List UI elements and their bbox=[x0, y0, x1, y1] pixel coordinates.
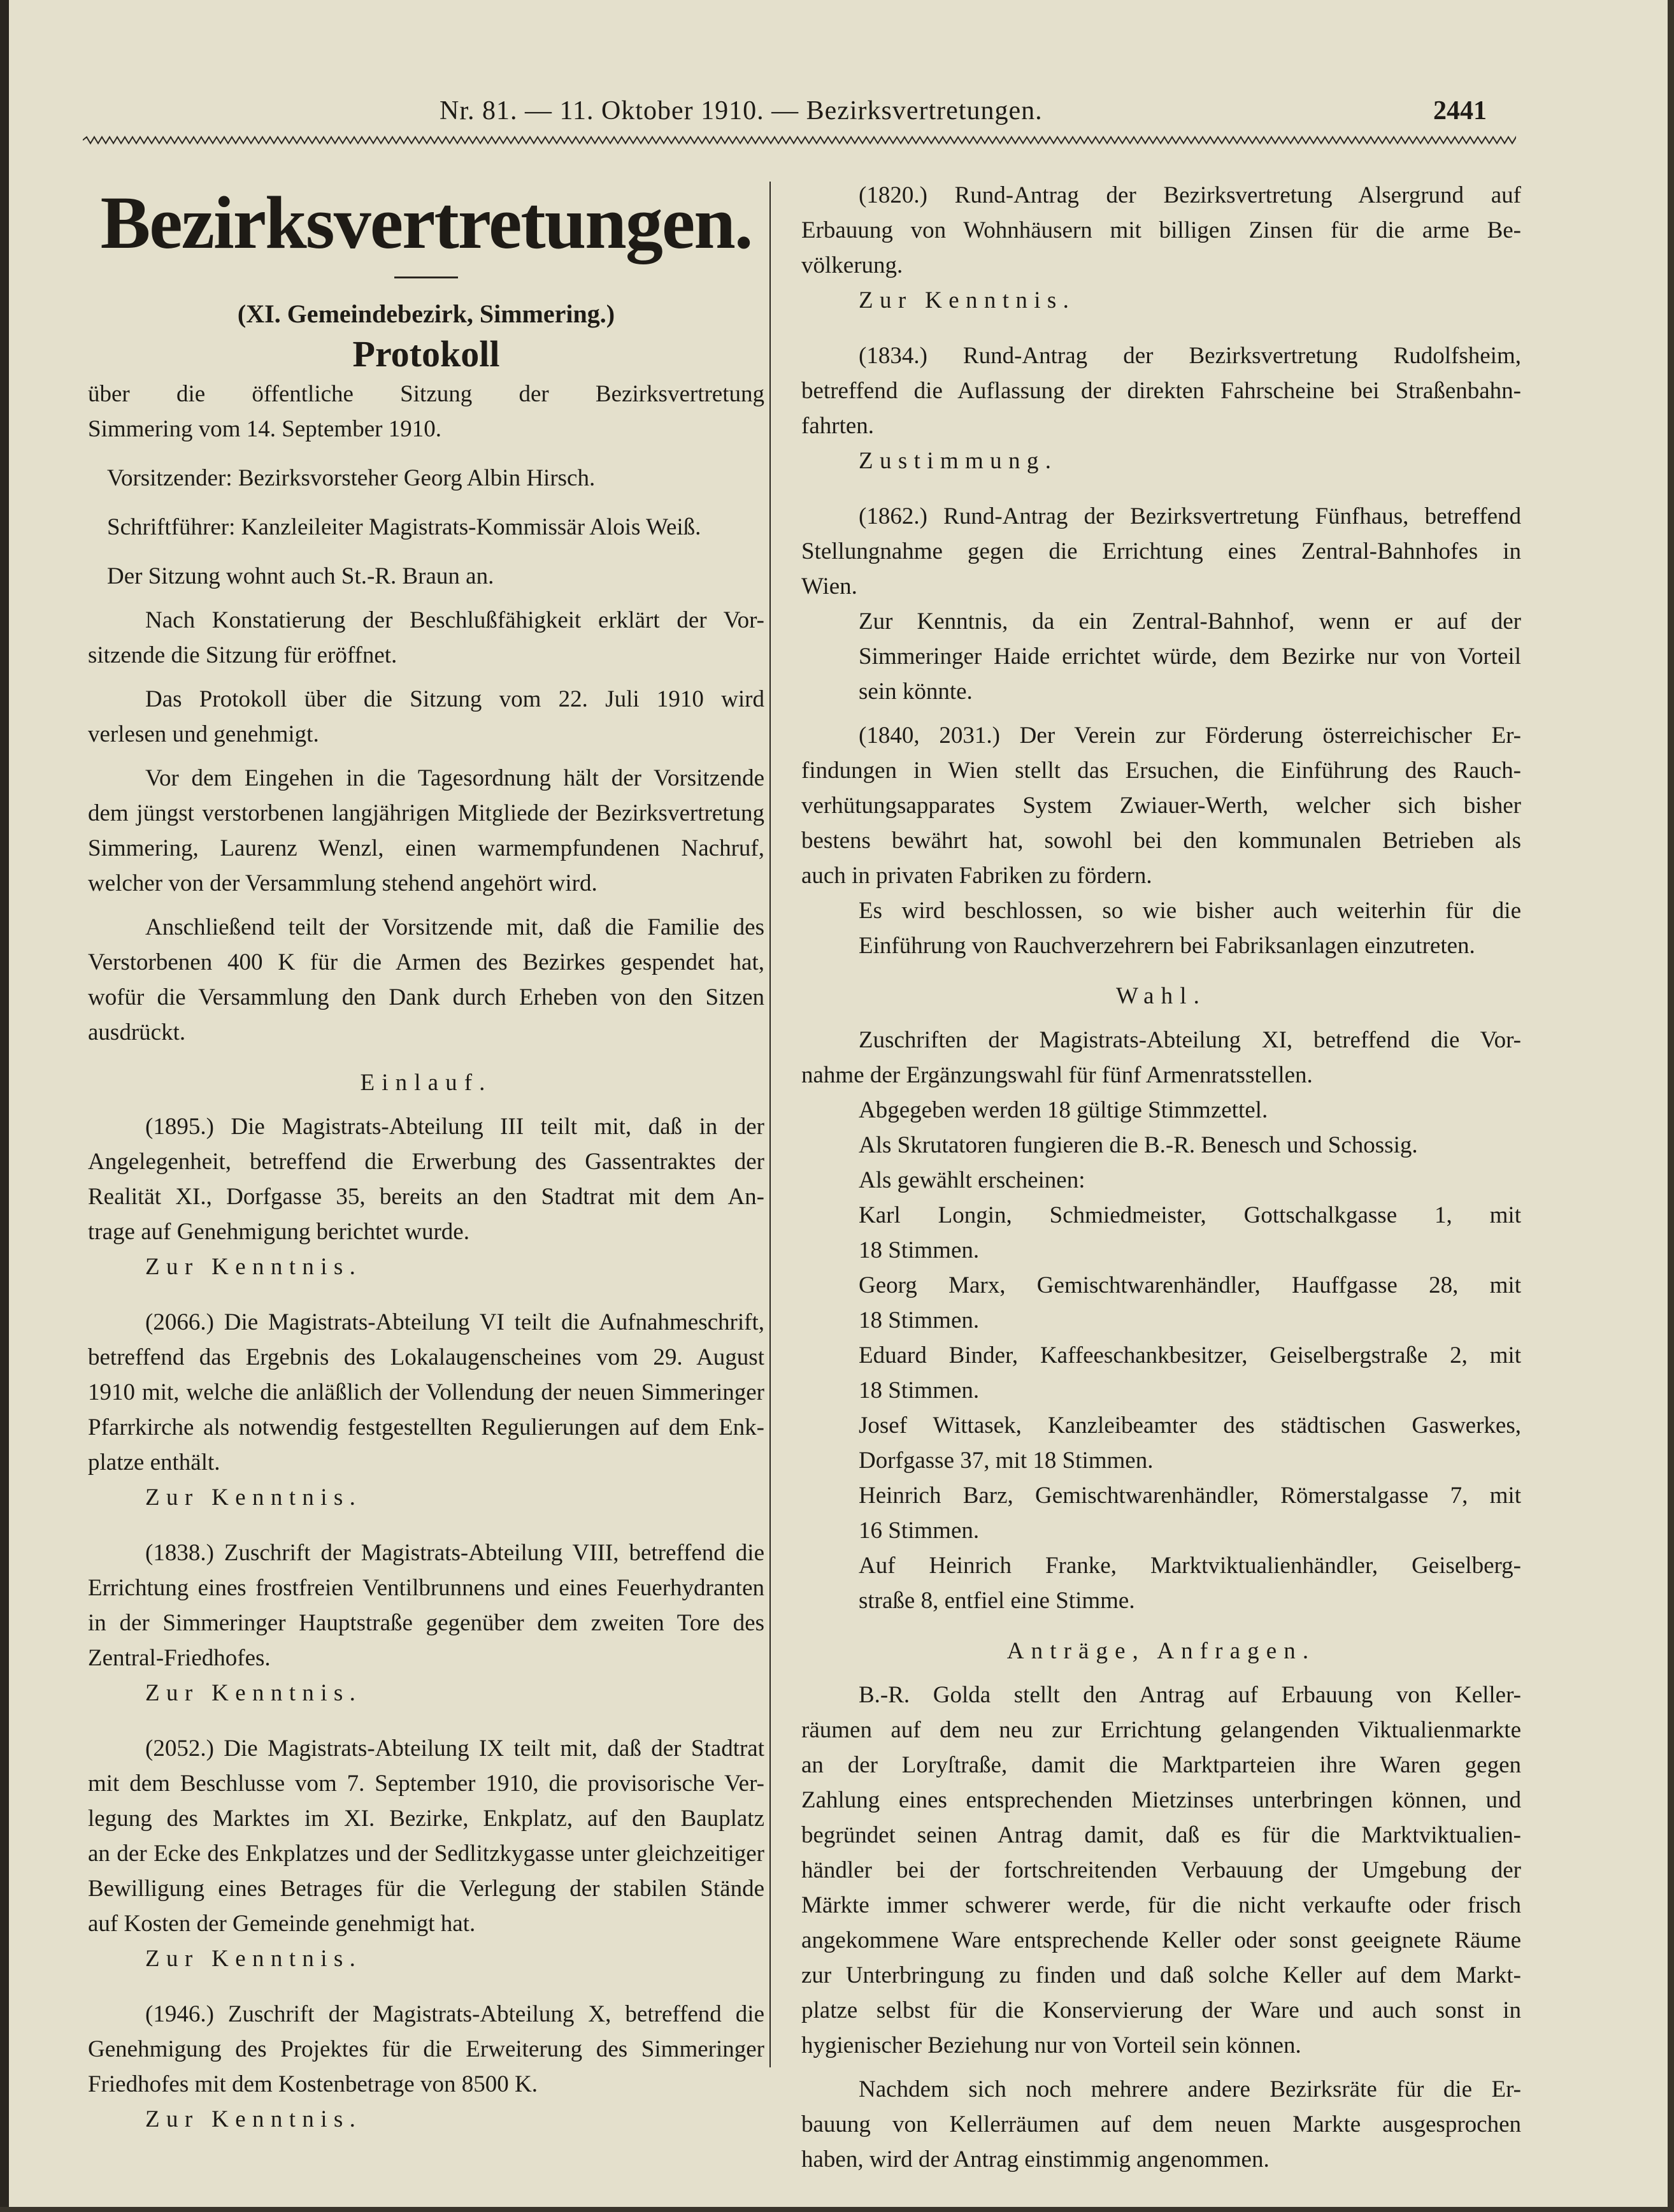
text-line: Josef Wittasek, Kanzleibeamter des städtischen Gaswerkes, bbox=[859, 1412, 1521, 1439]
text-line: Simmering vom 14. September 1910. bbox=[88, 416, 441, 442]
paragraph bbox=[88, 761, 764, 901]
paragraph bbox=[801, 604, 1521, 709]
text-line: auch in privaten Fabriken zu fördern. bbox=[801, 863, 1152, 889]
decision-note bbox=[801, 283, 1521, 318]
paragraph bbox=[801, 1198, 1521, 1268]
text-line: 18 Stimmen. bbox=[859, 1307, 980, 1333]
paragraph bbox=[88, 510, 764, 545]
text-line: ausdrückt. bbox=[88, 1019, 186, 1045]
paragraph bbox=[801, 1478, 1521, 1548]
text-line: nahme der Ergänzungswahl für fünf Armenratsstellen. bbox=[801, 1062, 1313, 1088]
text-line: bauung von Kellerräumen auf dem neuen Markte ausgesprochen bbox=[801, 2111, 1521, 2137]
text-line: platze selbst für die Konservierung der Ware und auch sonst in bbox=[801, 1997, 1521, 2023]
text-line: betreffend die Auflassung der direkten Fahrscheine bei Straßenbahn- bbox=[801, 378, 1521, 404]
text-line: Wahl. bbox=[1116, 983, 1206, 1009]
text-line: betreffend das Ergebnis des Lokalaugenscheines vom 29. August bbox=[88, 1344, 764, 1370]
text-line: Zuschriften der Magistrats-Abteilung XI, betreffend die Vor- bbox=[859, 1027, 1521, 1053]
text-line: Karl Longin, Schmiedmeister, Gottschalkgasse 1, mit bbox=[859, 1202, 1521, 1228]
paragraph bbox=[801, 1163, 1521, 1198]
decision-note bbox=[88, 1676, 764, 1711]
text-line: trage auf Genehmigung berichtet wurde. bbox=[88, 1219, 469, 1245]
text-line: (1946.) Zuschrift der Magistrats-Abteilung X, betreffend die bbox=[145, 2001, 764, 2027]
paragraph bbox=[88, 1731, 764, 1941]
section-heading bbox=[88, 1065, 764, 1100]
text-line: Angelegenheit, betreffend die Erwerbung des Gassentraktes der bbox=[88, 1149, 764, 1175]
text-line: bestens bewährt hat, sowohl bei den kommunalen Betrieben als bbox=[801, 828, 1521, 854]
text-line: Dorfgasse 37, mit 18 Stimmen. bbox=[859, 1447, 1154, 1474]
text-line: Zentral-Friedhofes. bbox=[88, 1645, 271, 1671]
text-line: Zur Kenntnis. bbox=[145, 2106, 362, 2132]
text-line: (1820.) Rund-Antrag der Bezirksvertretung Alsergrund auf bbox=[859, 182, 1521, 208]
text-line: Genehmigung des Projektes für die Erweiterung des Simmeringer bbox=[88, 2036, 764, 2062]
paragraph bbox=[88, 603, 764, 673]
text-line: Auf Heinrich Franke, Marktviktualienhändler, Geiselberg- bbox=[859, 1553, 1521, 1579]
paragraph bbox=[88, 1535, 764, 1676]
text-line: räumen auf dem neu zur Errichtung gelangenden Viktualienmarkte bbox=[801, 1717, 1521, 1743]
paragraph bbox=[801, 338, 1521, 443]
page-number: 2441 bbox=[1433, 96, 1487, 126]
text-line: wofür die Versammlung den Dank durch Erheben von den Sitzen bbox=[88, 984, 764, 1010]
text-line: Zur Kenntnis. bbox=[145, 1680, 362, 1706]
paragraph bbox=[801, 499, 1521, 604]
text-line: fahrten. bbox=[801, 413, 875, 439]
text-line: findungen in Wien stellt das Ersuchen, die Einführung des Rauch- bbox=[801, 758, 1521, 784]
text-line: (2052.) Die Magistrats-Abteilung IX teilt mit, daß der Stadtrat bbox=[145, 1735, 764, 1762]
right-column bbox=[801, 169, 1521, 2177]
scan-edge-right bbox=[1668, 0, 1674, 2212]
text-line: zur Unterbringung zu finden und daß solche Keller auf dem Markt- bbox=[801, 1962, 1521, 1988]
text-line: Realität XI., Dorfgasse 35, bereits an den Stadtrat mit dem An- bbox=[88, 1184, 764, 1210]
text-line: mit dem Beschlusse vom 7. September 1910, die provisorische Ver- bbox=[88, 1770, 764, 1797]
paragraph bbox=[88, 910, 764, 1050]
title-rule bbox=[394, 276, 458, 278]
scan-edge-left bbox=[0, 0, 9, 2212]
text-line: völkerung. bbox=[801, 252, 903, 278]
text-line: (2066.) Die Magistrats-Abteilung VI teilt die Aufnahmeschrift, bbox=[145, 1309, 764, 1335]
text-line: Friedhofes mit dem Kostenbetrage von 8500 K. bbox=[88, 2071, 538, 2097]
right-body bbox=[801, 178, 1521, 2177]
text-line: Zur Kenntnis. bbox=[145, 1254, 362, 1280]
text-line: platze enthält. bbox=[88, 1449, 220, 1476]
text-line: Anträge, Anfragen. bbox=[1006, 1638, 1316, 1664]
protocol-heading: Protokoll bbox=[352, 333, 500, 375]
text-line: Als Skrutatoren fungieren die B.-R. Benesch und Schossig. bbox=[859, 1132, 1418, 1158]
text-line: Zur Kenntnis, da ein Zentral-Bahnhof, wenn er auf der bbox=[859, 608, 1521, 635]
decision-note bbox=[88, 2102, 764, 2137]
text-line: in der Simmeringer Hauptstraße gegenüber dem zweiten Tore des bbox=[88, 1610, 764, 1636]
running-header: Nr. 81. — 11. Oktober 1910. — Bezirksvertretungen. bbox=[440, 96, 1043, 126]
decision-note bbox=[801, 443, 1521, 478]
paragraph bbox=[801, 1408, 1521, 1478]
section-heading bbox=[801, 1634, 1521, 1669]
text-line: Nach Konstatierung der Beschlußfähigkeit erklärt der Vor- bbox=[145, 607, 764, 633]
text-line: Pfarrkirche als notwendig festgestellten Regulierungen auf dem Enk- bbox=[88, 1414, 764, 1440]
text-line: sein könnte. bbox=[859, 679, 973, 705]
text-line: Stellungnahme gegen die Errichtung eines Zentral-Bahnhofes in bbox=[801, 538, 1521, 564]
text-line: hygienischer Beziehung nur von Vorteil sein können. bbox=[801, 2032, 1301, 2058]
text-line: Einführung von Rauchverzehrern bei Fabriksanlagen einzutreten. bbox=[859, 933, 1475, 959]
paragraph bbox=[88, 559, 764, 594]
text-line: händler bei der fortschreitenden Verbauung der Umgebung der bbox=[801, 1857, 1521, 1883]
text-line: angekommene Ware entsprechende Keller oder sonst geeignete Räume bbox=[801, 1927, 1521, 1953]
text-line: sitzende die Sitzung für eröffnet. bbox=[88, 642, 397, 668]
text-line: Märkte immer schwerer werde, für die nicht verkaufte oder frisch bbox=[801, 1892, 1521, 1918]
text-line: straße 8, entfiel eine Stimme. bbox=[859, 1588, 1135, 1614]
paragraph bbox=[88, 1997, 764, 2102]
text-line: dem jüngst verstorbenen langjährigen Mitgliede der Bezirksvertretung bbox=[88, 800, 764, 826]
text-line: 16 Stimmen. bbox=[859, 1518, 980, 1544]
text-line: Das Protokoll über die Sitzung vom 22. Juli 1910 wird bbox=[145, 686, 764, 712]
paragraph bbox=[88, 682, 764, 752]
text-line: Bewilligung eines Betrages für die Verlegung der stabilen Stände bbox=[88, 1876, 764, 1902]
text-line: haben, wird der Antrag einstimmig angenommen. bbox=[801, 2146, 1270, 2172]
text-line: Errichtung eines frostfreien Ventilbrunnens und eines Feuerhydranten bbox=[88, 1575, 764, 1601]
text-line: Simmering, Laurenz Wenzl, einen warmempfundenen Nachruf, bbox=[88, 835, 764, 861]
text-line: Der Sitzung wohnt auch St.-R. Braun an. bbox=[107, 563, 494, 589]
text-line: (1840, 2031.) Der Verein zur Förderung österreichischer Er- bbox=[859, 722, 1521, 749]
decision-note bbox=[88, 1249, 764, 1284]
text-line: an der Ecke des Enkplatzes und der Sedlitzkygasse unter gleichzeitiger bbox=[88, 1841, 764, 1867]
text-line: Zustimmung. bbox=[859, 448, 1058, 474]
text-line: Schriftführer: Kanzleileiter Magistrats-Kommissär Alois Weiß. bbox=[107, 514, 701, 540]
paragraph bbox=[801, 718, 1521, 893]
text-line: über die öffentliche Sitzung der Bezirksvertretung bbox=[88, 381, 764, 407]
text-line: Nachdem sich noch mehrere andere Bezirksräte für die Er- bbox=[859, 2076, 1521, 2102]
paragraph bbox=[801, 1548, 1521, 1618]
text-line: Zur Kenntnis. bbox=[145, 1484, 362, 1511]
text-line: Einlauf. bbox=[360, 1070, 492, 1096]
text-line: B.-R. Golda stellt den Antrag auf Erbauung von Keller- bbox=[859, 1682, 1521, 1708]
text-line: Georg Marx, Gemischtwarenhändler, Hauffgasse 28, mit bbox=[859, 1272, 1521, 1298]
decision-note bbox=[88, 1941, 764, 1976]
text-line: Zur Kenntnis. bbox=[859, 287, 1076, 313]
paragraph bbox=[88, 1109, 764, 1249]
text-line: Vorsitzender: Bezirksvorsteher Georg Albin Hirsch. bbox=[107, 465, 596, 491]
paragraph bbox=[801, 1338, 1521, 1408]
left-body bbox=[88, 377, 764, 2137]
text-line: begründet seinen Antrag damit, daß es für die Marktviktualien- bbox=[801, 1822, 1521, 1848]
paragraph bbox=[801, 893, 1521, 963]
paragraph bbox=[801, 2072, 1521, 2177]
text-line: Verstorbenen 400 K für die Armen des Bezirkes gespendet hat, bbox=[88, 949, 764, 975]
text-line: welcher von der Versammlung stehend angehört wird. bbox=[88, 870, 597, 896]
text-line: an der Loryſtraße, damit die Marktparteien ihre Waren gegen bbox=[801, 1752, 1521, 1778]
district-subtitle: (XI. Gemeindebezirk, Simmering.) bbox=[237, 299, 615, 328]
text-line: Vor dem Eingehen in die Tagesordnung hält der Vorsitzende bbox=[145, 765, 764, 791]
scan-edge-bottom bbox=[0, 2207, 1674, 2212]
text-line: Als gewählt erscheinen: bbox=[859, 1167, 1085, 1193]
text-line: 18 Stimmen. bbox=[859, 1237, 980, 1263]
text-line: Simmeringer Haide errichtet würde, dem Bezirke nur von Vorteil bbox=[859, 643, 1521, 670]
paragraph bbox=[801, 1128, 1521, 1163]
text-line: verlesen und genehmigt. bbox=[88, 721, 319, 747]
section-heading bbox=[801, 979, 1521, 1014]
section-title: Bezirksvertretungen. bbox=[100, 181, 752, 264]
text-line: Heinrich Barz, Gemischtwarenhändler, Römerstalgasse 7, mit bbox=[859, 1483, 1521, 1509]
paragraph bbox=[801, 1677, 1521, 2063]
text-line: verhütungsapparates System Zwiauer-Werth, welcher sich bisher bbox=[801, 793, 1521, 819]
text-line: Wien. bbox=[801, 573, 857, 600]
text-line: 1910 mit, welche die anläßlich der Vollendung der neuen Simmeringer bbox=[88, 1379, 764, 1405]
text-line: Zahlung eines entsprechenden Mietzinses unterbringen können, und bbox=[801, 1787, 1521, 1813]
text-line: auf Kosten der Gemeinde genehmigt hat. bbox=[88, 1911, 476, 1937]
text-line: Es wird beschlossen, so wie bisher auch weiterhin für die bbox=[859, 898, 1521, 924]
paragraph bbox=[88, 461, 764, 496]
text-line: (1895.) Die Magistrats-Abteilung III teilt mit, daß in der bbox=[145, 1114, 764, 1140]
decision-note bbox=[88, 1480, 764, 1515]
text-line: (1834.) Rund-Antrag der Bezirksvertretung Rudolfsheim, bbox=[859, 343, 1521, 369]
paragraph bbox=[88, 1305, 764, 1480]
text-line: 18 Stimmen. bbox=[859, 1377, 980, 1404]
paragraph bbox=[88, 377, 764, 447]
text-line: legung des Marktes im XI. Bezirke, Enkplatz, auf den Bauplatz bbox=[88, 1806, 764, 1832]
paragraph bbox=[801, 1268, 1521, 1338]
text-line: (1838.) Zuschrift der Magistrats-Abteilung VIII, betreffend die bbox=[145, 1540, 764, 1566]
text-line: Erbauung von Wohnhäusern mit billigen Zinsen für die arme Be- bbox=[801, 217, 1521, 243]
wavy-rule bbox=[83, 136, 1516, 145]
paragraph bbox=[801, 1093, 1521, 1128]
text-line: Eduard Binder, Kaffeeschankbesitzer, Geiselbergstraße 2, mit bbox=[859, 1342, 1521, 1368]
left-column bbox=[88, 181, 764, 2157]
text-line: (1862.) Rund-Antrag der Bezirksvertretung Fünfhaus, betreffend bbox=[859, 503, 1521, 529]
text-line: Abgegeben werden 18 gültige Stimmzettel. bbox=[859, 1097, 1268, 1123]
paragraph bbox=[801, 178, 1521, 283]
text-line: Anschließend teilt der Vorsitzende mit, daß die Familie des bbox=[145, 914, 764, 940]
paragraph bbox=[801, 1023, 1521, 1093]
column-divider bbox=[769, 182, 771, 2067]
text-line: Zur Kenntnis. bbox=[145, 1946, 362, 1972]
